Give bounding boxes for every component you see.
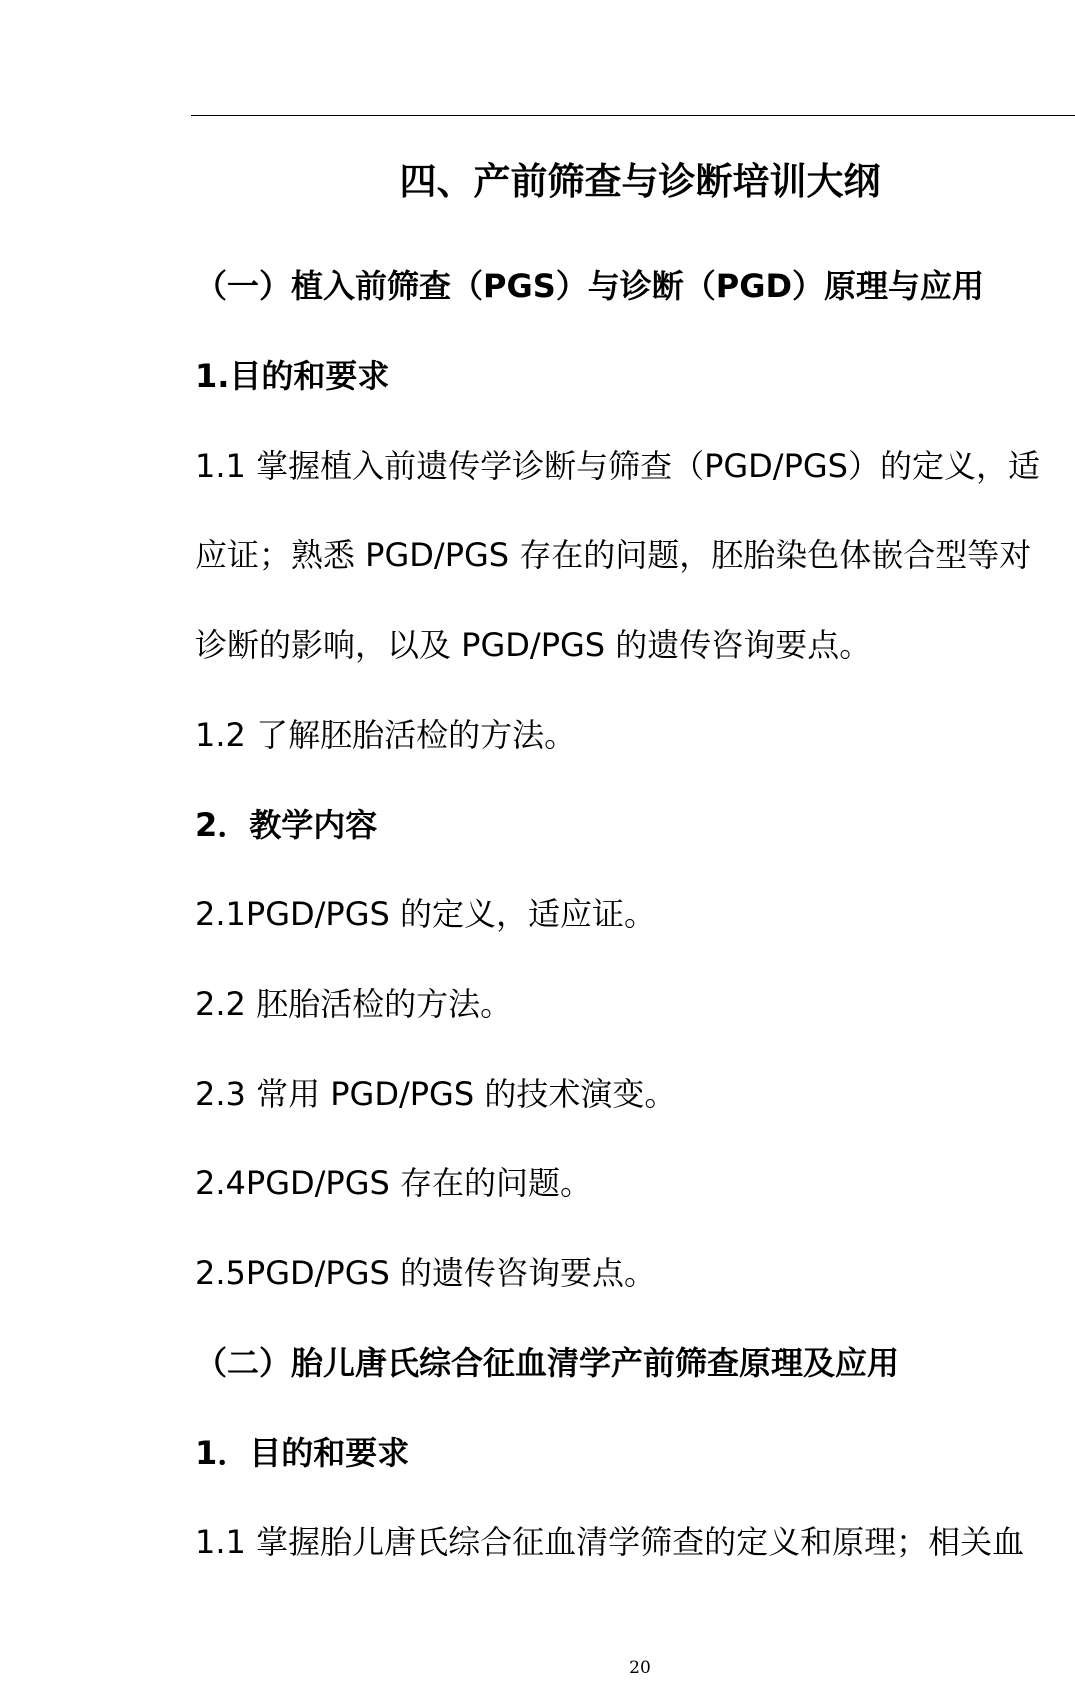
body-line: 2.4PGD/PGS 存在的问题。: [195, 1164, 592, 1202]
body-line: 应证；熟悉 PGD/PGS 存在的问题，胚胎染色体嵌合型等对: [195, 536, 1032, 574]
section-heading-2: （二）胎儿唐氏综合征血清学产前筛查原理及应用: [195, 1344, 900, 1382]
section-heading-1: （一）植入前筛查（PGS）与诊断（PGD）原理与应用: [195, 267, 985, 305]
body-line: 诊断的影响，以及 PGD/PGS 的遗传咨询要点。: [195, 626, 872, 664]
body-line: 2.3 常用 PGD/PGS 的技术演变。: [195, 1075, 677, 1113]
body-line: 2.2 胚胎活检的方法。: [195, 985, 513, 1023]
page-number: 20: [629, 1658, 651, 1678]
subheading-objectives-1: 1.目的和要求: [195, 357, 390, 395]
subheading-objectives-2: 1．目的和要求: [195, 1434, 410, 1472]
body-line: 2.1PGD/PGS 的定义，适应证。: [195, 895, 656, 933]
body-line: 1.2 了解胚胎活检的方法。: [195, 716, 577, 754]
page-title: 四、产前筛查与诊断培训大纲: [399, 160, 881, 203]
body-line: 2.5PGD/PGS 的遗传咨询要点。: [195, 1254, 656, 1292]
body-line: 1.1 掌握植入前遗传学诊断与筛查（PGD/PGS）的定义，适: [195, 447, 1040, 485]
header-rule: [191, 115, 1075, 116]
body-line: 1.1 掌握胎儿唐氏综合征血清学筛查的定义和原理；相关血: [195, 1523, 1025, 1561]
subheading-content: 2．教学内容: [195, 806, 378, 844]
